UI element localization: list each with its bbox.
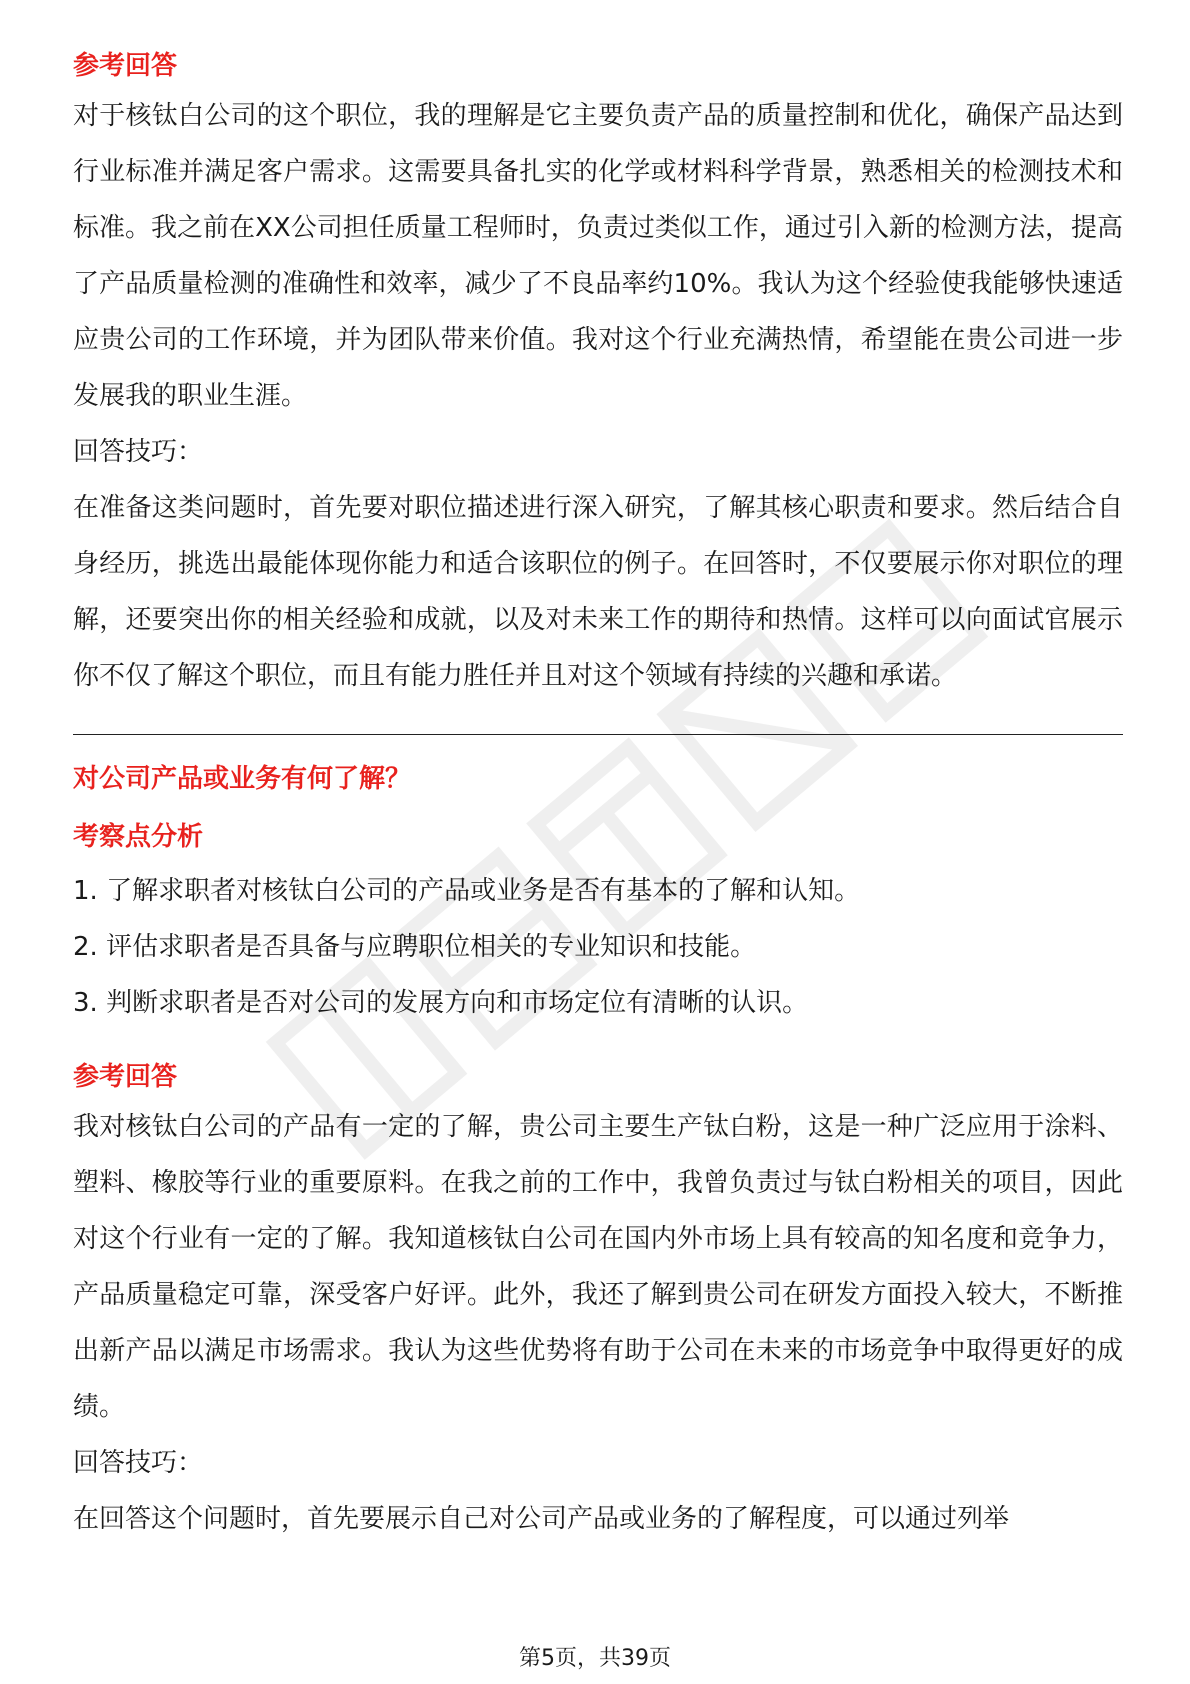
page-content	[73, 44, 1123, 1547]
reference-answer-text-2: 我对核钛白公司的产品有一定的了解，贵公司主要生产钛白粉，这是一种广泛应用于涂料、塑料、橡胶等行业的重要原料。在我之前的工作中，我曾负责过与钛白粉相关的项目，因此对这个行业有一定的了解。我知道核钛白公司在国内外市场上具有较高的知名度和竞争力，产品质量稳定可靠，深受客户好评。此外，我还了解到贵公司在研发方面投入较大，不断推出新产品以满足市场需求。我认为这些优势将有助于公司在未来的市场竞争中取得更好的成绩。	[73, 1112, 1123, 1422]
analysis-item-2: 2. 评估求职者是否具备与应聘职位相关的专业知识和技能。	[73, 932, 757, 962]
analysis-item-3: 3. 判断求职者是否对公司的发展方向和市场定位有清晰的认识。	[73, 988, 809, 1018]
question-heading: 对公司产品或业务有何了解？	[73, 764, 412, 794]
answer-tips-label-2: 回答技巧：	[73, 1448, 204, 1478]
reference-answer-heading: 参考回答	[73, 51, 178, 81]
analysis-item-1: 1. 了解求职者对核钛白公司的产品或业务是否有基本的了解和认知。	[73, 876, 861, 906]
section-divider	[73, 734, 1123, 735]
reference-answer-heading-2: 参考回答	[73, 1062, 178, 1092]
answer-tips-label: 回答技巧：	[73, 437, 204, 467]
answer-tips-text: 在准备这类问题时，首先要对职位描述进行深入研究，了解其核心职责和要求。然后结合自身经历，挑选出最能体现你能力和适合该职位的例子。在回答时，不仅要展示你对职位的理解，还要突出你的相关经验和成就，以及对未来工作的期待和热情。这样可以向面试官展示你不仅了解这个职位，而且有能力胜任并且对这个领域有持续的兴趣和承诺。	[73, 493, 1123, 691]
analysis-heading: 考察点分析	[73, 822, 204, 852]
page-number: 第5页，共39页	[519, 1646, 671, 1671]
reference-answer-text: 对于核钛白公司的这个职位，我的理解是它主要负责产品的质量控制和优化，确保产品达到行业标准并满足客户需求。这需要具备扎实的化学或材料科学背景，熟悉相关的检测技术和标准。我之前在XX公司担任质量工程师时，负责过类似工作，通过引入新的检测方法，提高了产品质量检测的准确性和效率，减少了不良品率约10%。我认为这个经验使我能够快速适应贵公司的工作环境，并为团队带来价值。我对这个行业充满热情，希望能在贵公司进一步发展我的职业生涯。	[73, 101, 1123, 411]
answer-tips-text-2: 在回答这个问题时，首先要展示自己对公司产品或业务的了解程度，可以通过列举	[73, 1504, 1010, 1534]
